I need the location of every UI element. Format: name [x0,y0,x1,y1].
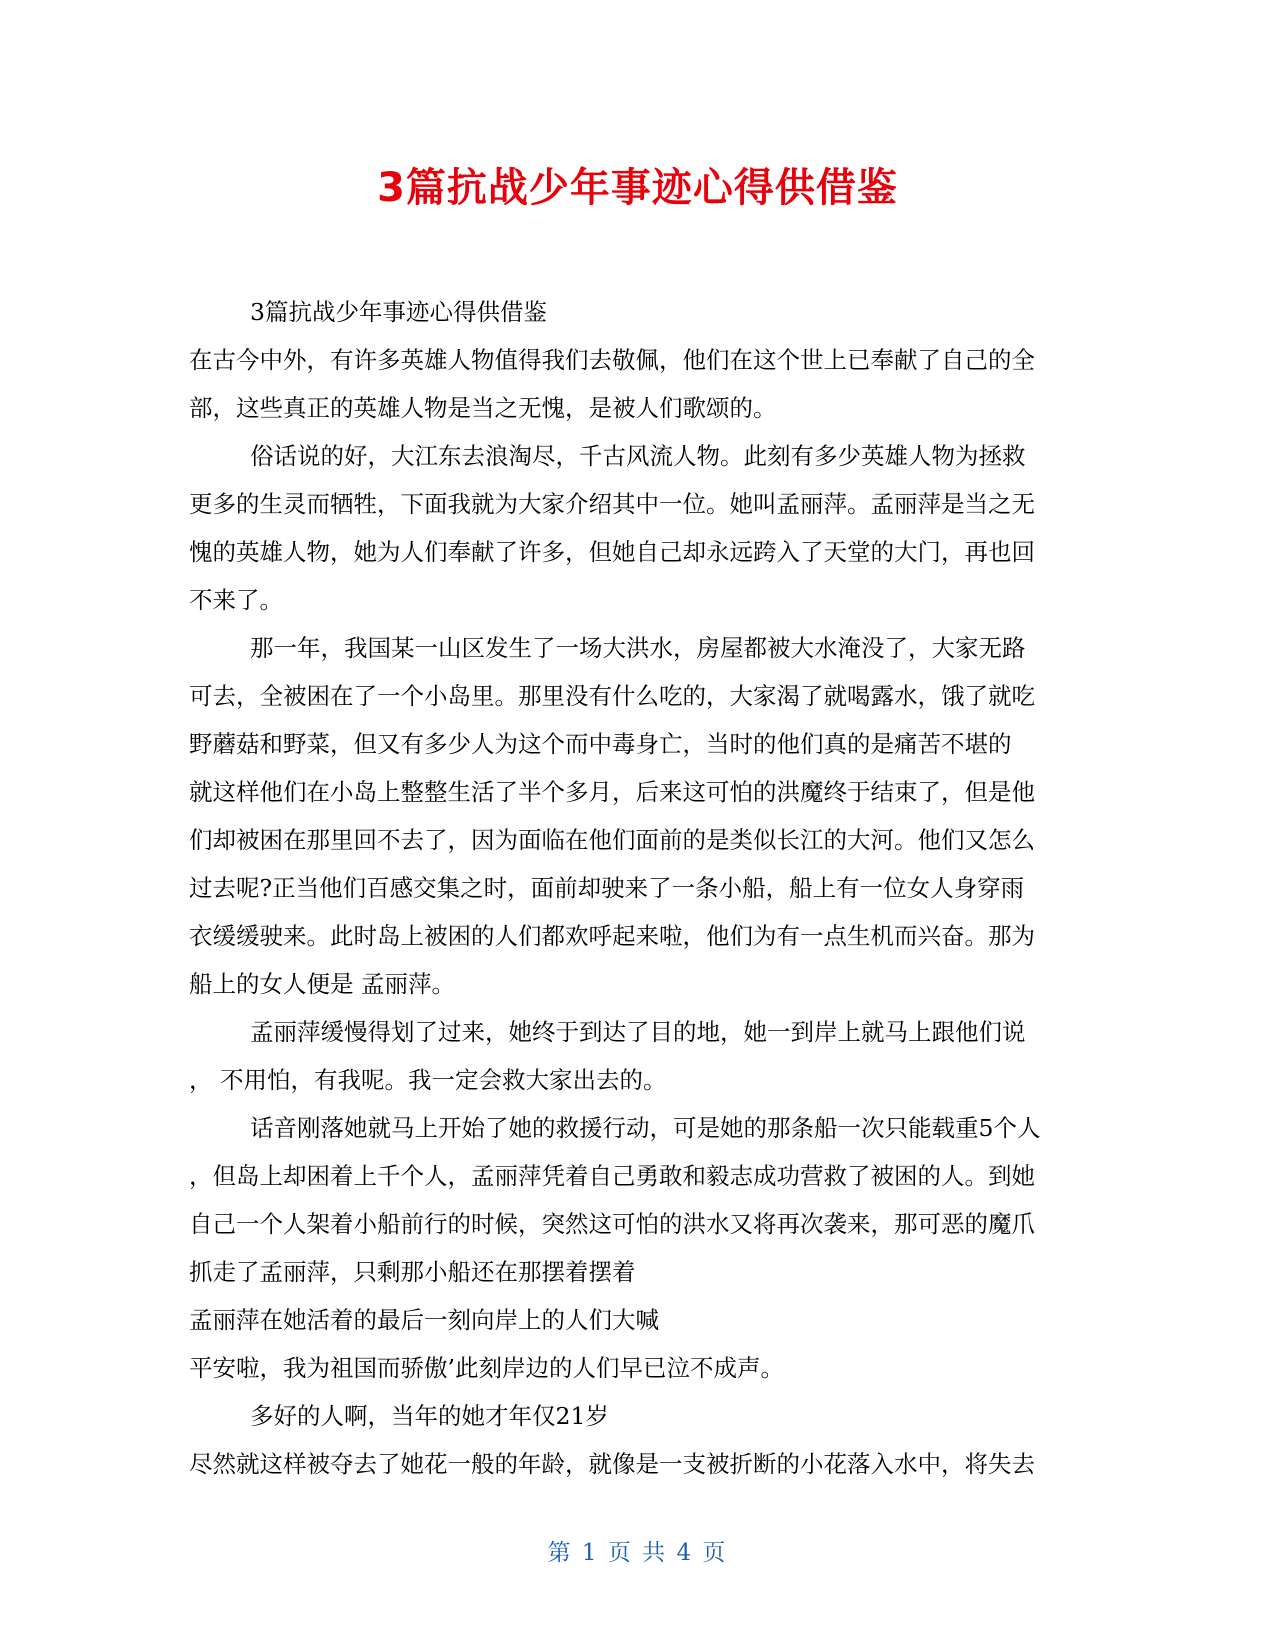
text-line: 部，这些真正的英雄人物是当之无愧，是被人们歌颂的。 [189,394,777,422]
text-line: 船上的女人便是 孟丽萍。 [189,970,455,998]
text-line: 尽然就这样被夺去了她花一般的年龄，就像是一支被折断的小花落入水中，将失去 [189,1450,1035,1478]
text-line: 愧的英雄人物，她为人们奉献了许多，但她自己却永远跨入了天堂的大门，再也回 [189,538,1035,566]
text-line: 抓走了孟丽萍，只剩那小船还在那摆着摆着 [189,1258,636,1286]
text-line: 过去呢?正当他们百感交集之时，面前却驶来了一条小船，船上有一位女人身穿雨 [189,874,1025,902]
text-line: 平安啦，我为祖国而骄傲’此刻岸边的人们早已泣不成声。 [189,1354,784,1382]
text-line: ， 不用怕，有我呢。我一定会救大家出去的。 [189,1066,667,1094]
page-footer: 第 1 页 共 4 页 [547,1540,728,1566]
text-line: 俗话说的好，大江东去浪淘尽，千古风流人物。此刻有多少英雄人物为拯救 [250,442,1026,470]
text-line: ，但岛上却困着上千个人，孟丽萍凭着自己勇敢和毅志成功营救了被困的人。到她 [189,1162,1035,1190]
document-title: 3篇抗战少年事迹心得供借鉴 [377,165,898,211]
text-line: 自己一个人架着小船前行的时候，突然这可怕的洪水又将再次袭来，那可恶的魔爪 [189,1210,1035,1238]
text-line: 不来了。 [189,586,283,614]
document-body [189,288,1089,1488]
text-line: 孟丽萍缓慢得划了过来，她终于到达了目的地，她一到岸上就马上跟他们说 [250,1018,1026,1046]
text-line: 可去，全被困在了一个小岛里。那里没有什么吃的，大家渴了就喝露水，饿了就吃 [189,682,1035,710]
text-line: 就这样他们在小岛上整整生活了半个多月，后来这可怕的洪魔终于结束了，但是他 [189,778,1035,806]
text-line: 在古今中外，有许多英雄人物值得我们去敬佩，他们在这个世上已奉献了自己的全 [189,346,1035,374]
text-line: 话音刚落她就马上开始了她的救援行动，可是她的那条船一次只能载重5个人 [250,1114,1041,1142]
text-line: 更多的生灵而牺牲，下面我就为大家介绍其中一位。她叫孟丽萍。孟丽萍是当之无 [189,490,1035,518]
text-line: 那一年，我国某一山区发生了一场大洪水，房屋都被大水淹没了，大家无路 [250,634,1026,662]
text-line: 野蘑菇和野菜，但又有多少人为这个而中毒身亡，当时的他们真的是痛苦不堪的 [189,730,1012,758]
text-line: 多好的人啊，当年的她才年仅21岁 [250,1402,609,1430]
text-line: 3篇抗战少年事迹心得供借鉴 [250,298,547,326]
text-line: 们却被困在那里回不去了，因为面临在他们面前的是类似长江的大河。他们又怎么 [189,826,1035,854]
text-line: 孟丽萍在她活着的最后一刻向岸上的人们大喊 [189,1306,659,1334]
text-line: 衣缓缓驶来。此时岛上被困的人们都欢呼起来啦，他们为有一点生机而兴奋。那为 [189,922,1035,950]
